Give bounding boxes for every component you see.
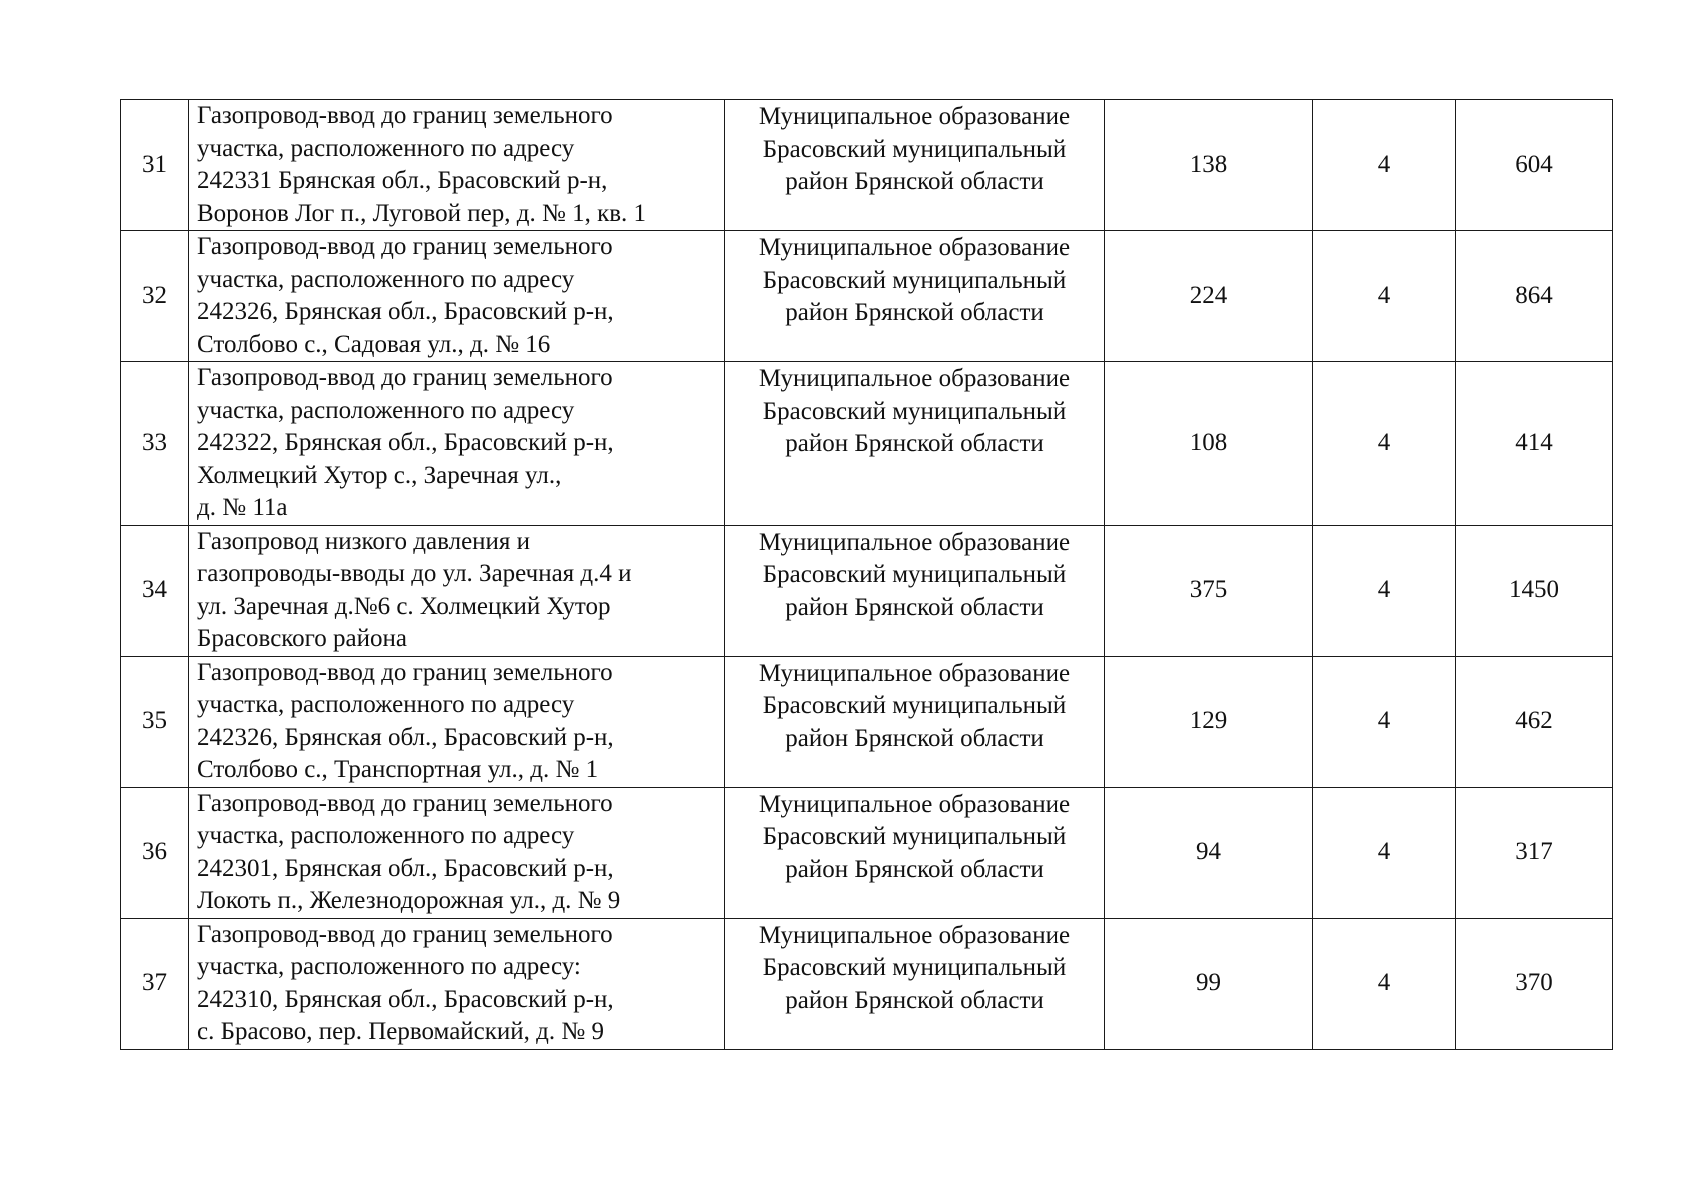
table-row <box>121 362 1613 526</box>
category-value: 4 <box>1313 656 1456 787</box>
row-number: 35 <box>121 656 189 787</box>
row-number: 33 <box>121 362 189 526</box>
table-row <box>121 100 1613 231</box>
object-description: Газопровод-ввод до границ земельного участка, расположенного по адресу 242301, Брянская обл., Брасовский р-н, Локоть п., Железнодорожная ул., д. № 9 <box>189 787 725 918</box>
row-number: 34 <box>121 525 189 656</box>
owner-name: Муниципальное образование Брасовский муниципальный район Брянской области <box>725 100 1105 231</box>
length-value: 94 <box>1105 787 1313 918</box>
document-page <box>120 99 1612 1050</box>
object-description: Газопровод низкого давления и газопроводы-вводы до ул. Заречная д.4 и ул. Заречная д.№6 с. Холмецкий Хутор Брасовского района <box>189 525 725 656</box>
owner-name: Муниципальное образование Брасовский муниципальный район Брянской области <box>725 231 1105 362</box>
object-description: Газопровод-ввод до границ земельного участка, расположенного по адресу 242326, Брянская обл., Брасовский р-н, Столбово с., Садовая ул., д. № 16 <box>189 231 725 362</box>
category-value: 4 <box>1313 100 1456 231</box>
category-value: 4 <box>1313 787 1456 918</box>
cost-value: 317 <box>1456 787 1613 918</box>
owner-name: Муниципальное образование Брасовский муниципальный район Брянской области <box>725 525 1105 656</box>
object-description: Газопровод-ввод до границ земельного участка, расположенного по адресу 242331 Брянская обл., Брасовский р-н, Воронов Лог п., Луговой пер, д. № 1, кв. 1 <box>189 100 725 231</box>
category-value: 4 <box>1313 918 1456 1049</box>
owner-name: Муниципальное образование Брасовский муниципальный район Брянской области <box>725 656 1105 787</box>
table-row <box>121 787 1613 918</box>
length-value: 375 <box>1105 525 1313 656</box>
object-description: Газопровод-ввод до границ земельного участка, расположенного по адресу 242326, Брянская обл., Брасовский р-н, Столбово с., Транспортная ул., д. № 1 <box>189 656 725 787</box>
owner-name: Муниципальное образование Брасовский муниципальный район Брянской области <box>725 918 1105 1049</box>
cost-value: 370 <box>1456 918 1613 1049</box>
table-row <box>121 231 1613 362</box>
length-value: 108 <box>1105 362 1313 526</box>
cost-value: 1450 <box>1456 525 1613 656</box>
table-row <box>121 918 1613 1049</box>
cost-value: 414 <box>1456 362 1613 526</box>
table-row <box>121 656 1613 787</box>
object-description: Газопровод-ввод до границ земельного участка, расположенного по адресу: 242310, Брянская обл., Брасовский р-н, с. Брасово, пер. Первомайский, д. № 9 <box>189 918 725 1049</box>
gas-pipeline-registry-table <box>120 99 1613 1050</box>
cost-value: 864 <box>1456 231 1613 362</box>
row-number: 32 <box>121 231 189 362</box>
row-number: 36 <box>121 787 189 918</box>
table-row <box>121 525 1613 656</box>
table-body <box>121 100 1613 1050</box>
object-description: Газопровод-ввод до границ земельного участка, расположенного по адресу 242322, Брянская обл., Брасовский р-н, Холмецкий Хутор с., Заречная ул., д. № 11а <box>189 362 725 526</box>
row-number: 31 <box>121 100 189 231</box>
owner-name: Муниципальное образование Брасовский муниципальный район Брянской области <box>725 787 1105 918</box>
row-number: 37 <box>121 918 189 1049</box>
length-value: 129 <box>1105 656 1313 787</box>
owner-name: Муниципальное образование Брасовский муниципальный район Брянской области <box>725 362 1105 526</box>
cost-value: 604 <box>1456 100 1613 231</box>
category-value: 4 <box>1313 362 1456 526</box>
length-value: 138 <box>1105 100 1313 231</box>
length-value: 224 <box>1105 231 1313 362</box>
length-value: 99 <box>1105 918 1313 1049</box>
category-value: 4 <box>1313 231 1456 362</box>
category-value: 4 <box>1313 525 1456 656</box>
cost-value: 462 <box>1456 656 1613 787</box>
